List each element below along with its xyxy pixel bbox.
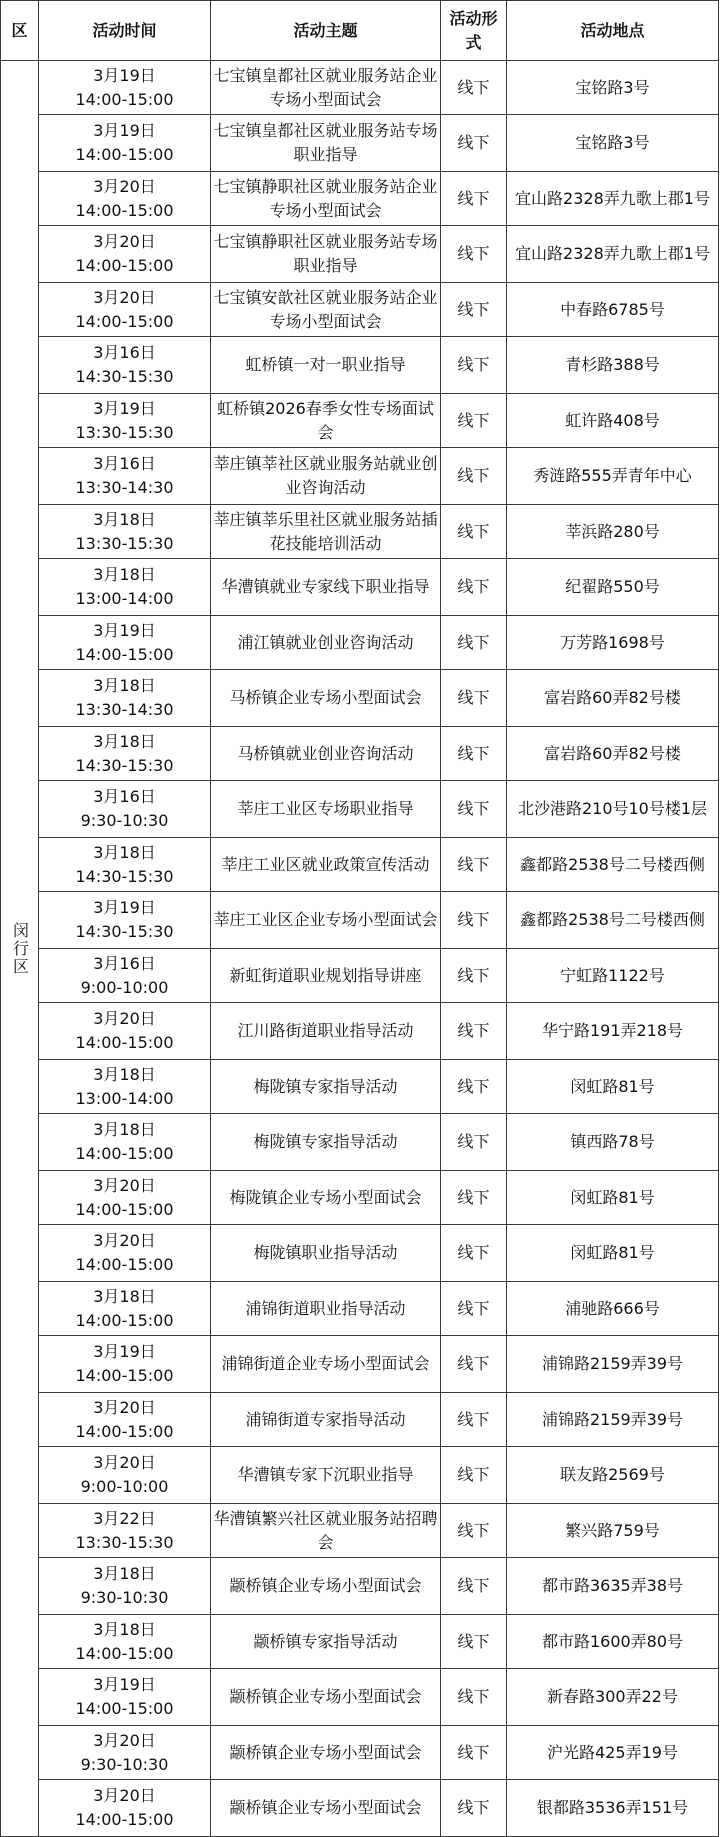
location-cell: 中春路6785号 xyxy=(507,283,719,337)
activity-date: 3月20日 xyxy=(93,1009,156,1028)
topic-cell: 江川路街道职业指导活动 xyxy=(211,1003,441,1060)
location-cell: 浦驰路666号 xyxy=(507,1282,719,1336)
activity-date: 3月18日 xyxy=(93,1619,156,1639)
time-cell xyxy=(39,1225,211,1282)
activity-time: 14:30-15:30 xyxy=(75,866,174,886)
format-cell: 线下 xyxy=(441,1504,507,1558)
topic-cell: 莘庄工业区专场职业指导 xyxy=(211,781,441,838)
time-cell xyxy=(39,838,211,892)
activity-time: 13:30-14:30 xyxy=(75,478,174,497)
table-row xyxy=(1,337,719,394)
location-cell: 银都路3536弄151号 xyxy=(507,1780,719,1837)
table-row xyxy=(1,616,719,670)
format-cell: 线下 xyxy=(441,559,507,616)
location-cell: 纪翟路550号 xyxy=(507,559,719,616)
location-cell: 万芳路1698号 xyxy=(507,616,719,670)
activity-time: 14:00-15:00 xyxy=(75,145,174,164)
topic-cell: 梅陇镇专家指导活动 xyxy=(211,1060,441,1114)
format-cell: 线下 xyxy=(441,505,507,559)
location-cell: 都市路1600弄80号 xyxy=(507,1615,719,1669)
format-cell: 线下 xyxy=(441,1726,507,1780)
table-row xyxy=(1,115,719,172)
format-cell: 线下 xyxy=(441,781,507,838)
activity-time: 14:30-15:30 xyxy=(75,755,174,775)
topic-cell: 七宝镇静职社区就业服务站专场职业指导 xyxy=(211,226,441,283)
activity-date: 3月20日 xyxy=(93,1175,156,1195)
activity-time: 14:00-15:00 xyxy=(75,644,174,664)
table-row xyxy=(1,1780,719,1837)
activity-time: 9:30-10:30 xyxy=(80,811,169,830)
topic-cell: 浦锦街道职业指导活动 xyxy=(211,1282,441,1336)
activity-date: 3月18日 xyxy=(93,1064,156,1084)
location-cell: 宝铭路3号 xyxy=(507,115,719,172)
activity-date: 3月18日 xyxy=(93,509,156,529)
location-cell: 鑫都路2538号二号楼西侧 xyxy=(507,892,719,949)
table-row xyxy=(1,838,719,892)
format-cell: 线下 xyxy=(441,115,507,172)
activity-time: 13:00-14:00 xyxy=(75,589,174,608)
format-cell: 线下 xyxy=(441,1780,507,1837)
time-cell xyxy=(39,559,211,616)
activity-time: 14:00-15:00 xyxy=(75,1421,174,1441)
location-cell: 虹许路408号 xyxy=(507,394,719,448)
location-cell: 沪光路425弄19号 xyxy=(507,1726,719,1780)
location-cell: 北沙港路210号10号楼1层 xyxy=(507,781,719,838)
format-cell: 线下 xyxy=(441,670,507,727)
header-topic: 活动主题 xyxy=(211,1,441,61)
format-cell: 线下 xyxy=(441,337,507,394)
topic-cell: 莘庄工业区企业专场小型面试会 xyxy=(211,892,441,949)
table-row xyxy=(1,172,719,226)
table-row xyxy=(1,1336,719,1393)
table-row xyxy=(1,949,719,1003)
activity-date: 3月18日 xyxy=(93,565,156,584)
location-cell: 青杉路388号 xyxy=(507,337,719,394)
topic-cell: 华漕镇专家下沉职业指导 xyxy=(211,1447,441,1504)
location-cell: 闵虹路81号 xyxy=(507,1171,719,1225)
table-row xyxy=(1,1282,719,1336)
activity-time: 14:00-15:00 xyxy=(75,1199,174,1219)
table-row xyxy=(1,448,719,505)
activity-date: 3月16日 xyxy=(93,787,156,806)
location-cell: 闵虹路81号 xyxy=(507,1225,719,1282)
topic-cell: 梅陇镇职业指导活动 xyxy=(211,1225,441,1282)
activity-time: 14:00-15:00 xyxy=(75,1144,174,1163)
activity-time: 13:30-14:30 xyxy=(75,700,174,719)
time-cell xyxy=(39,1669,211,1726)
activity-date: 3月19日 xyxy=(93,65,156,85)
topic-cell: 颛桥镇企业专场小型面试会 xyxy=(211,1669,441,1726)
time-cell xyxy=(39,61,211,115)
activity-date: 3月20日 xyxy=(93,176,156,196)
time-cell xyxy=(39,283,211,337)
activity-time: 13:00-14:00 xyxy=(75,1088,174,1108)
header-district: 区 xyxy=(1,1,39,61)
topic-cell: 七宝镇皇都社区就业服务站专场职业指导 xyxy=(211,115,441,172)
time-cell xyxy=(39,337,211,394)
activity-time: 14:00-15:00 xyxy=(75,311,174,331)
location-cell: 新春路300弄22号 xyxy=(507,1669,719,1726)
time-cell xyxy=(39,172,211,226)
location-cell: 都市路3635弄38号 xyxy=(507,1558,719,1615)
table-row xyxy=(1,892,719,949)
location-cell: 联友路2569号 xyxy=(507,1447,719,1504)
activity-time: 14:00-15:00 xyxy=(75,256,174,275)
table-row xyxy=(1,1171,719,1225)
location-cell: 宜山路2328弄九歌上郡1号 xyxy=(507,226,719,283)
table-row xyxy=(1,61,719,115)
activity-time: 14:30-15:30 xyxy=(75,367,174,386)
activity-date: 3月18日 xyxy=(93,676,156,695)
topic-cell: 莘庄镇莘社区就业服务站就业创业咨询活动 xyxy=(211,448,441,505)
format-cell: 线下 xyxy=(441,1615,507,1669)
activity-date: 3月20日 xyxy=(93,1730,156,1750)
format-cell: 线下 xyxy=(441,172,507,226)
location-cell: 镇西路78号 xyxy=(507,1114,719,1171)
activity-date: 3月20日 xyxy=(93,1453,156,1472)
topic-cell: 颛桥镇专家指导活动 xyxy=(211,1615,441,1669)
table-row xyxy=(1,1114,719,1171)
activity-date: 3月19日 xyxy=(93,1675,156,1694)
time-cell xyxy=(39,1336,211,1393)
format-cell: 线下 xyxy=(441,616,507,670)
table-row xyxy=(1,226,719,283)
format-cell: 线下 xyxy=(441,1447,507,1504)
activity-date: 3月20日 xyxy=(93,1231,156,1250)
time-cell xyxy=(39,727,211,781)
topic-cell: 虹桥镇一对一职业指导 xyxy=(211,337,441,394)
activity-date: 3月18日 xyxy=(93,731,156,751)
topic-cell: 马桥镇就业创业咨询活动 xyxy=(211,727,441,781)
time-cell xyxy=(39,1615,211,1669)
format-cell: 线下 xyxy=(441,394,507,448)
header-time: 活动时间 xyxy=(39,1,211,61)
location-cell: 华宁路191弄218号 xyxy=(507,1003,719,1060)
activity-date: 3月20日 xyxy=(93,287,156,307)
format-cell: 线下 xyxy=(441,283,507,337)
format-cell: 线下 xyxy=(441,1225,507,1282)
topic-cell: 七宝镇安歆社区就业服务站企业专场小型面试会 xyxy=(211,283,441,337)
format-cell: 线下 xyxy=(441,1060,507,1114)
activity-time: 9:00-10:00 xyxy=(80,1477,169,1496)
format-cell: 线下 xyxy=(441,1171,507,1225)
activity-time: 9:30-10:30 xyxy=(80,1754,169,1774)
table-row xyxy=(1,505,719,559)
activity-time: 14:00-15:00 xyxy=(75,1310,174,1330)
location-cell: 繁兴路759号 xyxy=(507,1504,719,1558)
time-cell xyxy=(39,448,211,505)
format-cell: 线下 xyxy=(441,1669,507,1726)
activity-date: 3月18日 xyxy=(93,1286,156,1306)
topic-cell: 莘庄镇莘乐里社区就业服务站插花技能培训活动 xyxy=(211,505,441,559)
format-cell: 线下 xyxy=(441,1282,507,1336)
activity-time: 9:30-10:30 xyxy=(80,1588,169,1607)
time-cell xyxy=(39,1282,211,1336)
location-cell: 浦锦路2159弄39号 xyxy=(507,1393,719,1447)
activity-time: 13:30-15:30 xyxy=(75,533,174,553)
topic-cell: 浦锦街道企业专场小型面试会 xyxy=(211,1336,441,1393)
activity-date: 3月19日 xyxy=(93,121,156,140)
activity-time: 14:30-15:30 xyxy=(75,922,174,941)
topic-cell: 浦江镇就业创业咨询活动 xyxy=(211,616,441,670)
location-cell: 浦锦路2159弄39号 xyxy=(507,1336,719,1393)
time-cell xyxy=(39,1447,211,1504)
activity-time: 14:00-15:00 xyxy=(75,1255,174,1274)
format-cell: 线下 xyxy=(441,1336,507,1393)
table-row xyxy=(1,1225,719,1282)
table-row xyxy=(1,1615,719,1669)
location-cell: 宝铭路3号 xyxy=(507,61,719,115)
topic-cell: 新虹街道职业规划指导讲座 xyxy=(211,949,441,1003)
format-cell: 线下 xyxy=(441,727,507,781)
activity-date: 3月18日 xyxy=(93,842,156,862)
table-row xyxy=(1,1504,719,1558)
activity-date: 3月19日 xyxy=(93,398,156,418)
activity-date: 3月20日 xyxy=(93,1397,156,1417)
table-row xyxy=(1,670,719,727)
table-row xyxy=(1,1558,719,1615)
time-cell xyxy=(39,1558,211,1615)
location-cell: 莘浜路280号 xyxy=(507,505,719,559)
topic-cell: 华漕镇就业专家线下职业指导 xyxy=(211,559,441,616)
activity-time: 14:00-15:00 xyxy=(75,1699,174,1718)
activity-time: 13:30-15:30 xyxy=(75,422,174,442)
activity-date: 3月19日 xyxy=(93,1342,156,1361)
table-row xyxy=(1,1393,719,1447)
table-row xyxy=(1,559,719,616)
time-cell xyxy=(39,1171,211,1225)
table-row xyxy=(1,283,719,337)
activity-date: 3月20日 xyxy=(93,232,156,251)
format-cell: 线下 xyxy=(441,61,507,115)
activity-date: 3月18日 xyxy=(93,1564,156,1583)
time-cell xyxy=(39,1393,211,1447)
time-cell xyxy=(39,781,211,838)
activity-time: 14:00-15:00 xyxy=(75,89,174,109)
time-cell xyxy=(39,505,211,559)
activity-date: 3月22日 xyxy=(93,1508,156,1528)
activity-date: 3月18日 xyxy=(93,1120,156,1139)
format-cell: 线下 xyxy=(441,1003,507,1060)
time-cell xyxy=(39,949,211,1003)
table-row xyxy=(1,1447,719,1504)
topic-cell: 颛桥镇企业专场小型面试会 xyxy=(211,1780,441,1837)
format-cell: 线下 xyxy=(441,226,507,283)
format-cell: 线下 xyxy=(441,1393,507,1447)
format-cell: 线下 xyxy=(441,892,507,949)
topic-cell: 梅陇镇专家指导活动 xyxy=(211,1114,441,1171)
table-row xyxy=(1,1060,719,1114)
activity-date: 3月16日 xyxy=(93,953,156,973)
topic-cell: 莘庄工业区就业政策宣传活动 xyxy=(211,838,441,892)
activity-date: 3月19日 xyxy=(93,620,156,640)
activity-time: 14:00-15:00 xyxy=(75,1810,174,1829)
activity-time: 14:00-15:00 xyxy=(75,200,174,220)
header-format: 活动形式 xyxy=(441,1,507,61)
topic-cell: 华漕镇繁兴社区就业服务站招聘会 xyxy=(211,1504,441,1558)
table-row xyxy=(1,1669,719,1726)
topic-cell: 梅陇镇企业专场小型面试会 xyxy=(211,1171,441,1225)
table-header-row xyxy=(1,1,719,61)
location-cell: 宁虹路1122号 xyxy=(507,949,719,1003)
time-cell xyxy=(39,115,211,172)
topic-cell: 虹桥镇2026春季女性专场面试会 xyxy=(211,394,441,448)
location-cell: 秀涟路555弄青年中心 xyxy=(507,448,719,505)
time-cell xyxy=(39,616,211,670)
table-row xyxy=(1,727,719,781)
location-cell: 富岩路60弄82号楼 xyxy=(507,727,719,781)
format-cell: 线下 xyxy=(441,838,507,892)
topic-cell: 七宝镇皇都社区就业服务站企业专场小型面试会 xyxy=(211,61,441,115)
location-cell: 富岩路60弄82号楼 xyxy=(507,670,719,727)
table-row xyxy=(1,1003,719,1060)
activity-time: 14:00-15:00 xyxy=(75,1033,174,1052)
format-cell: 线下 xyxy=(441,1558,507,1615)
topic-cell: 颛桥镇企业专场小型面试会 xyxy=(211,1726,441,1780)
topic-cell: 浦锦街道专家指导活动 xyxy=(211,1393,441,1447)
topic-cell: 马桥镇企业专场小型面试会 xyxy=(211,670,441,727)
topic-cell: 颛桥镇企业专场小型面试会 xyxy=(211,1558,441,1615)
activity-date: 3月20日 xyxy=(93,1786,156,1805)
activity-time: 14:00-15:00 xyxy=(75,1643,174,1663)
table-row xyxy=(1,394,719,448)
time-cell xyxy=(39,1114,211,1171)
table-row xyxy=(1,1726,719,1780)
activity-time: 14:00-15:00 xyxy=(75,1366,174,1385)
activity-time: 9:00-10:00 xyxy=(80,977,169,997)
location-cell: 鑫都路2538号二号楼西侧 xyxy=(507,838,719,892)
header-location: 活动地点 xyxy=(507,1,719,61)
time-cell xyxy=(39,1726,211,1780)
location-cell: 宜山路2328弄九歌上郡1号 xyxy=(507,172,719,226)
activity-time: 13:30-15:30 xyxy=(75,1532,174,1552)
time-cell xyxy=(39,1060,211,1114)
time-cell xyxy=(39,226,211,283)
activity-date: 3月16日 xyxy=(93,454,156,473)
table-row xyxy=(1,781,719,838)
district-cell: 闵行区 xyxy=(1,61,39,1837)
time-cell xyxy=(39,670,211,727)
time-cell xyxy=(39,1504,211,1558)
topic-cell: 七宝镇静职社区就业服务站企业专场小型面试会 xyxy=(211,172,441,226)
location-cell: 闵虹路81号 xyxy=(507,1060,719,1114)
format-cell: 线下 xyxy=(441,949,507,1003)
time-cell xyxy=(39,1003,211,1060)
format-cell: 线下 xyxy=(441,1114,507,1171)
format-cell: 线下 xyxy=(441,448,507,505)
activity-date: 3月19日 xyxy=(93,898,156,917)
time-cell xyxy=(39,394,211,448)
time-cell xyxy=(39,1780,211,1837)
activity-date: 3月16日 xyxy=(93,343,156,362)
time-cell xyxy=(39,892,211,949)
